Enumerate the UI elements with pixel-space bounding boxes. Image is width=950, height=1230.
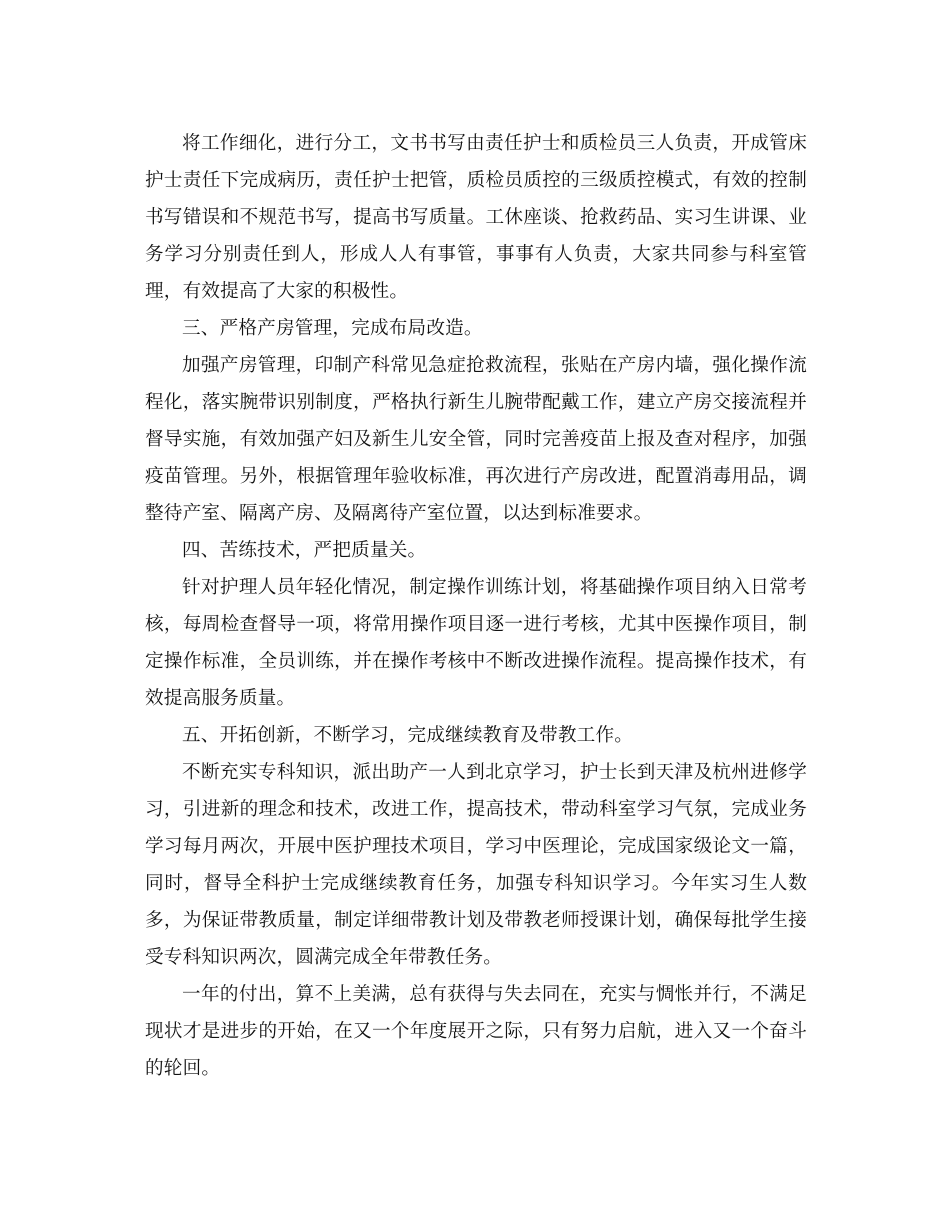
document-body (145, 125, 807, 1087)
paragraph-work-division: 将工作细化，进行分工，文书书写由责任护士和质检员三人负责，开成管床护士责任下完成病历，责任护士把管，质检员质控的三级质控模式，有效的控制书写错误和不规范书写，提高书写质量。工休座谈、抢救药品、实习生讲课、业务学习分别责任到人，形成人人有事管，事事有人负责，大家共同参与科室管理，有效提高了大家的积极性。 (145, 133, 807, 302)
heading-section-4: 四、苦练技术，严把质量关。 (182, 540, 427, 561)
paragraph-continuing-education: 不断充实专科知识，派出助产一人到北京学习，护士长到天津及杭州进修学习，引进新的理念和技术，改进工作，提高技术，带动科室学习气氛，完成业务学习每月两次，开展中医护理技术项目，学习中医理论，完成国家级论文一篇，同时，督导全科护士完成继续教育任务，加强专科知识学习。今年实习生人数多，为保证带教质量，制定详细带教计划及带教老师授课计划，确保每批学生接受专科知识两次，圆满完成全年带教任务。 (145, 762, 807, 968)
heading-section-5: 五、开拓创新，不断学习，完成继续教育及带教工作。 (182, 725, 634, 746)
paragraph-skills-training: 针对护理人员年轻化情况，制定操作训练计划，将基础操作项目纳入日常考核，每周检查督导一项，将常用操作项目逐一进行考核，尤其中医操作项目，制定操作标准，全员训练，并在操作考核中不断改进操作流程。提高操作技术，有效提高服务质量。 (145, 577, 807, 709)
paragraph-conclusion: 一年的付出，算不上美满，总有获得与失去同在，充实与惆怅并行，不满足现状才是进步的开始，在又一个年度展开之际，只有努力启航，进入又一个奋斗的轮回。 (145, 984, 807, 1079)
heading-section-3: 三、严格产房管理，完成布局改造。 (182, 318, 483, 339)
paragraph-delivery-room: 加强产房管理，印制产科常见急症抢救流程，张贴在产房内墙，强化操作流程化，落实腕带识别制度，严格执行新生儿腕带配戴工作，建立产房交接流程并督导实施，有效加强产妇及新生儿安全管，同时完善疫苗上报及查对程序，加强疫苗管理。另外，根据管理年验收标准，再次进行产房改进，配置消毒用品，调整待产室、隔离产房、及隔离待产室位置，以达到标准要求。 (145, 355, 807, 524)
